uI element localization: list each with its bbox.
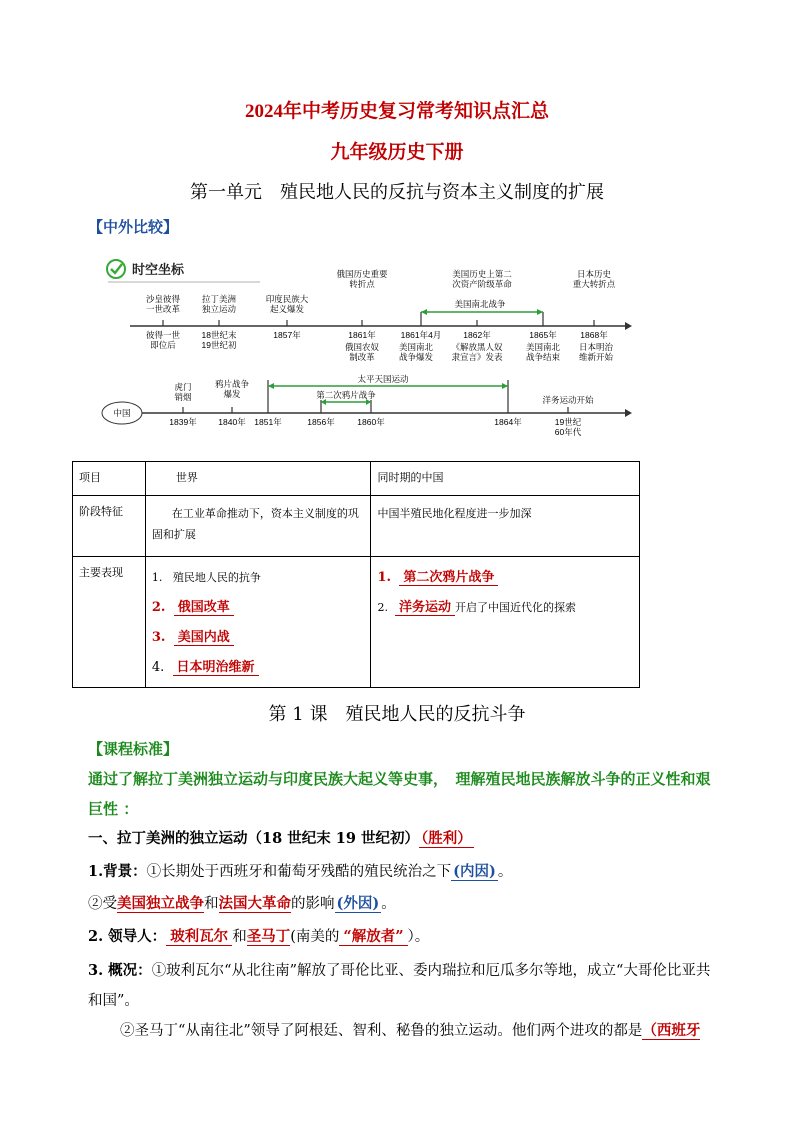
- list-item: 4. 日本明治维新: [152, 653, 365, 683]
- tl-u2b: 次资产阶级革命: [452, 279, 512, 289]
- list-item: 2. 俄国改革: [152, 593, 365, 623]
- leaders-line: 2. 领导人： 玻利瓦尔 和圣马丁(南美的 “解放者” ）。: [88, 928, 430, 945]
- tl-w2-top: 拉丁美洲: [201, 294, 237, 304]
- background-line-2: ②受美国独立战争和法国大革命的影响 (外因) 。: [88, 895, 396, 912]
- standard-text: 通过了解拉丁美洲独立运动与印度民族大起义等史事， 理解殖民地民族解放斗争的正义性和艰巨性 ：: [88, 770, 711, 818]
- tl-cd5: 1860年: [357, 417, 385, 427]
- table-row: [73, 495, 640, 556]
- tl-b5b: 维新开始: [578, 352, 614, 362]
- tl-w3-top2: 起义爆发: [269, 304, 305, 314]
- td-china: 中国半殖民地化程度进一步加深: [371, 495, 640, 556]
- overview-line-2: ②圣马丁“从南往北”领导了阿根廷、智利、秘鲁的独立运动。他们两个进攻的都是（西班牙: [120, 1022, 701, 1039]
- tl-d1: 1861年: [348, 330, 376, 340]
- list-item: 2. 洋务运动 开启了中国近代化的探索: [377, 599, 576, 615]
- th-china: 同时期的中国: [371, 462, 640, 496]
- tl-c1b: 销烟: [174, 392, 192, 402]
- tl-c2b: 爆发: [223, 389, 241, 399]
- check-icon: [107, 260, 125, 278]
- tl-d4: 1865年: [529, 330, 557, 340]
- yangwu-label: 洋务运动开始: [542, 395, 594, 405]
- tl-d5: 1868年: [580, 330, 608, 340]
- tl-w1-top2: 一世改革: [145, 304, 181, 314]
- tl-w2-date: 18世纪末: [201, 330, 237, 340]
- list-item: 3. 美国内战: [152, 623, 365, 653]
- taiping-label: 太平天国运动: [357, 374, 409, 384]
- tl-w3-top: 印度民族大: [265, 294, 309, 304]
- tl-cd2: 1840年: [218, 417, 246, 427]
- table-row: [73, 556, 640, 687]
- tl-b4: 美国南北: [525, 342, 561, 352]
- timeline-header: 时空坐标: [132, 262, 185, 277]
- background-line: 1.背景：①长期处于西班牙和葡萄牙残酷的殖民统治之下 (内因) 。: [88, 863, 513, 880]
- tl-b1: 俄国农奴: [344, 342, 380, 352]
- list-item: 1. 殖民地人民的抗争: [151, 570, 261, 584]
- civil-war-label: 美国南北战争: [454, 299, 506, 309]
- td-label: 主要表现: [73, 556, 146, 687]
- td-china-list: [371, 556, 640, 687]
- th-world: 世界: [145, 462, 371, 496]
- tl-cd8: 60年代: [554, 427, 582, 437]
- tl-b5: 日本明治: [578, 342, 614, 352]
- compare-tag: 【中外比较】: [88, 218, 179, 236]
- td-label: 阶段特征: [73, 495, 146, 556]
- tl-cd6: 1864年: [494, 417, 522, 427]
- tl-cd7: 19世纪: [554, 417, 582, 427]
- th-item: 项目: [73, 462, 146, 496]
- section-heading: 一、拉丁美洲的独立运动（18 世纪末 19 世纪初） （胜利）: [88, 830, 472, 847]
- standard-tag: 【课程标准】: [88, 740, 179, 758]
- tl-w2-top2: 独立运动: [201, 304, 237, 314]
- td-world-list: [145, 556, 371, 687]
- tl-w2-date2: 19世纪初: [201, 340, 237, 350]
- tl-w1-date: 彼得一世: [145, 330, 181, 340]
- opium2-label: 第二次鸦片战争: [316, 390, 376, 400]
- tl-u3b: 重大转折点: [572, 279, 616, 289]
- tl-b2: 美国南北: [398, 342, 434, 352]
- lesson-title: 第 1 课 殖民地人民的反抗斗争: [268, 704, 526, 725]
- tl-b4b: 战争结束: [525, 352, 561, 362]
- list-item: 1. 第二次鸦片战争: [377, 563, 633, 593]
- tl-cd4: 1856年: [307, 417, 335, 427]
- tl-cd1: 1839年: [169, 417, 197, 427]
- compare-table: [72, 461, 640, 688]
- tl-b2b: 战争爆发: [398, 352, 434, 362]
- timeline-figure: [100, 252, 640, 442]
- tl-d2: 1861年4月: [400, 330, 442, 340]
- tl-b3b: 隶宣言》发表: [451, 352, 503, 362]
- tl-b3: 《解放黑人奴: [451, 342, 503, 352]
- tl-u1b: 转折点: [349, 279, 375, 289]
- tl-d3: 1862年: [463, 330, 491, 340]
- unit-title: 第一单元 殖民地人民的反抗与资本主义制度的扩展: [190, 182, 604, 203]
- tl-b1b: 制改革: [349, 352, 375, 362]
- table-row: [73, 462, 640, 496]
- page-title: 2024年中考历史复习常考知识点汇总: [244, 101, 549, 122]
- tl-cd3: 1851年: [254, 417, 282, 427]
- overview-line: 3. 概况：①玻利瓦尔“从北往南”解放了哥伦比亚、委内瑞拉和厄瓜多尔等地，成立“大哥伦比亚共 和国”。: [88, 962, 711, 1010]
- page-subtitle: 九年级历史下册: [330, 141, 464, 163]
- tl-u2: 美国历史上第二: [452, 269, 512, 279]
- tl-u1: 俄国历史重要: [336, 269, 388, 279]
- tl-w1-date2: 即位后: [150, 340, 176, 350]
- tl-c2: 鸦片战争: [214, 379, 250, 389]
- td-world: 在工业革命推动下，资本主义制度的巩固和扩展: [145, 495, 371, 556]
- tl-w1-top: 沙皇彼得: [145, 294, 181, 304]
- china-label: 中国: [113, 408, 131, 418]
- tl-u3: 日本历史: [576, 269, 612, 279]
- tl-c1: 虎门: [174, 382, 192, 392]
- tl-w3-date: 1857年: [273, 330, 301, 340]
